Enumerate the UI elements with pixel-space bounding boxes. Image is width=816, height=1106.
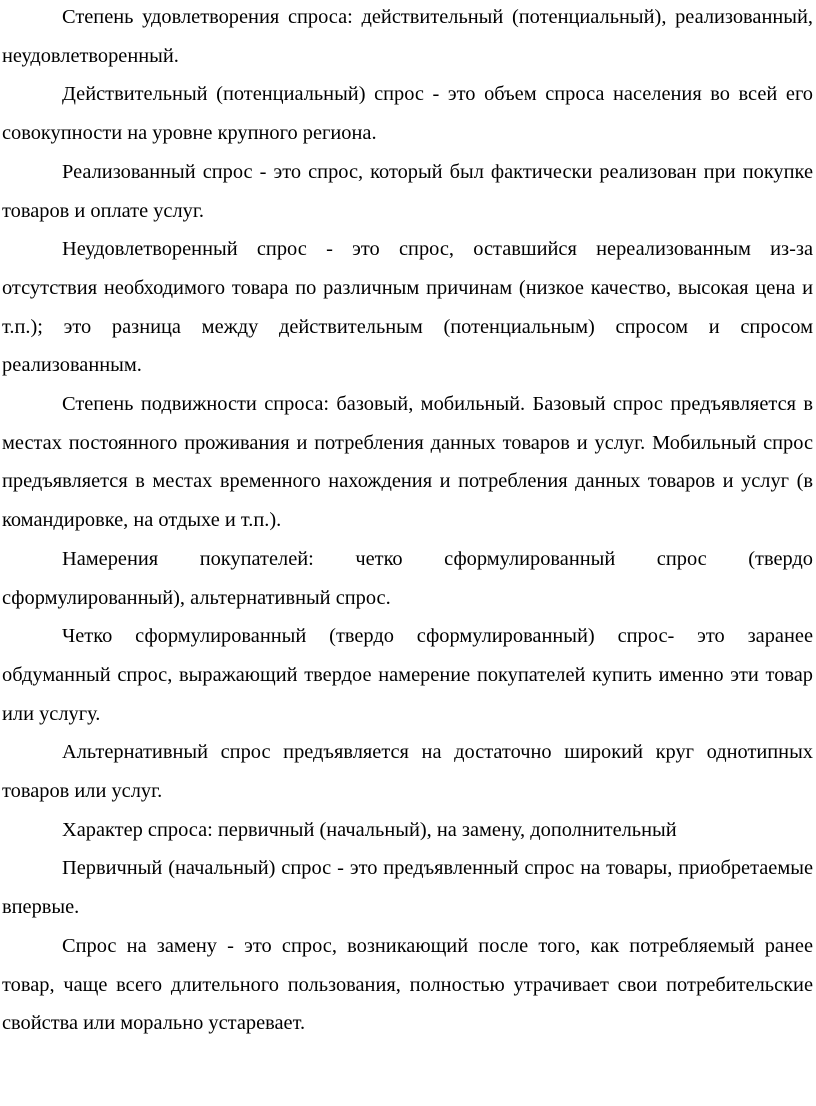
paragraph-alternative-demand: Альтернативный спрос предъявляется на достаточно широкий круг однотипных товаров или услуг. (2, 741, 813, 803)
paragraph-demand-mobility: Степень подвижности спроса: базовый, мобильный. Базовый спрос предъявляется в местах постоянного проживания и потребления данных товаров и услуг. Мобильный спрос предъявляется в местах временного нахождения и потребления данных товаров и услуг (в командировке, на отдыхе и т.п.). (2, 393, 813, 532)
paragraph-replacement-demand: Спрос на замену - это спрос, возникающий после того, как потребляемый ранее товар, чаще всего длительного пользования, полностью утрачивает свои потребительские свойства или морально устаревает. (2, 934, 813, 1035)
paragraph-demand-character: Характер спроса: первичный (начальный), на замену, дополнительный (62, 818, 677, 841)
paragraph-primary-demand: Первичный (начальный) спрос - это предъявленный спрос на товары, приобретаемые впервые. (2, 857, 813, 919)
paragraph-buyer-intentions: Намерения покупателей: четко сформулированный спрос (твердо сформулированный), альтернативный спрос. (2, 547, 813, 609)
document-body (2, 0, 813, 1043)
paragraph-unsatisfied-demand: Неудовлетворенный спрос - это спрос, оставшийся нереализованным из-за отсутствия необходимого товара по различным причинам (низкое качество, высокая цена и т.п.); это разница между действительным (потенциальным) спросом и спросом реализованным. (2, 238, 813, 377)
paragraph-firm-demand: Четко сформулированный (твердо сформулированный) спрос- это заранее обдуманный спрос, выражающий твердое намерение покупателей купить именно эти товар или услугу. (2, 625, 813, 725)
paragraph-actual-demand: Действительный (потенциальный) спрос - это объем спроса населения во всей его совокупности на уровне крупного региона. (2, 83, 813, 145)
paragraph-demand-satisfaction: Степень удовлетворения спроса: действительный (потенциальный), реализованный, неудовлетворенный. (2, 6, 813, 67)
paragraph-realized-demand: Реализованный спрос - это спрос, который был фактически реализован при покупке товаров и оплате услуг. (2, 160, 813, 222)
